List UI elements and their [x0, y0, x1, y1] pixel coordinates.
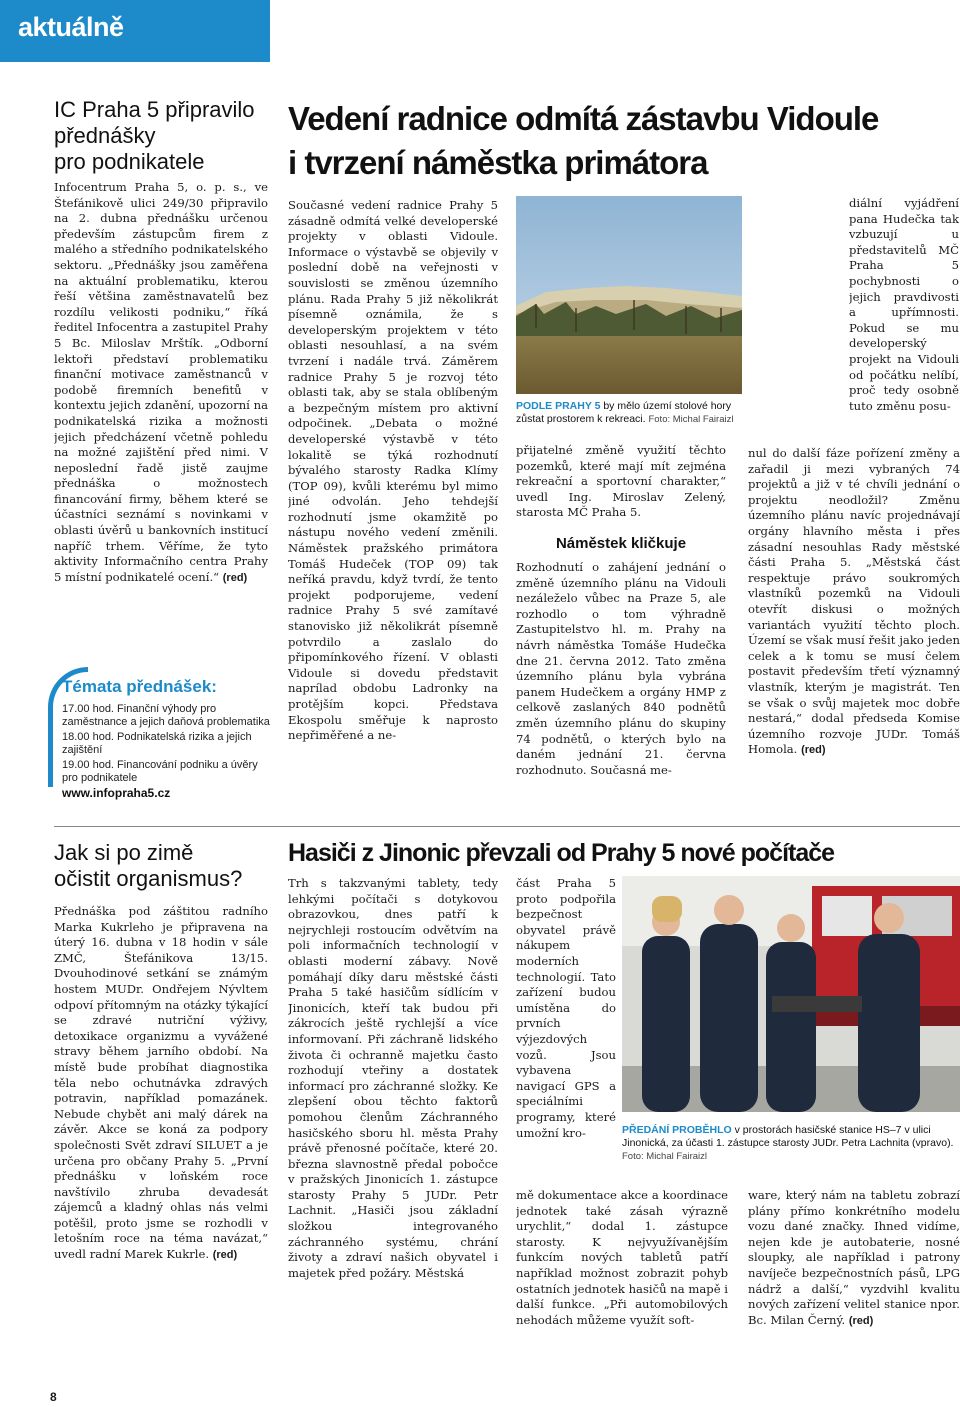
- ic-title-line: IC Praha 5 připravilo: [54, 97, 255, 122]
- vidoule-col2b-text: Rozhodnutí o zahájení jednání o změně územního plánu na Vidouli nezáleželo vůbec na Praze 5, ale rozhodlo o tom výhradně Zastupitelstvo hl. m. Prahy na návrh náměstka Tomáše Hudečka dne 21. června 2012. Tato změna územního plánu byla vybrána panem Hudečkem a orgány HMP z celkově zaslaných 840 podnětů změn územního plánu do skupiny 74 podnětů, o kterých bylo na daném jednání 21. června rozhodnuto. Současná me-: [516, 560, 726, 777]
- vidoule-photo-caption: [516, 400, 744, 426]
- winter-title-line: očistit organismus?: [54, 866, 243, 891]
- infopraha5-link[interactable]: www.infopraha5.cz: [62, 786, 171, 800]
- lecture-topics-box: [48, 667, 270, 807]
- photo-credit: Foto: Michal Fairaizl: [622, 1151, 707, 1162]
- winter-title-line: Jak si po zimě: [54, 840, 194, 865]
- section-divider: [54, 826, 960, 827]
- firefighters-col1-text: Trh s takzvanými tablety, tedy lehkými počítači s dotykovou obrazovkou, dnes patří k nejrychleji rostoucím odvětvím na poli informačních technologií v oblasti moderní zábavy. Nově pomáhají díky daru městské části Praha 5 také hasičům sídlícím v Jinonicích, kteří tak budou při zákrocích ještě rychlejší a více informovaní. Při záchraně lidského života či ochranně majetku často rozhodují vteřiny a dostatek informací pro záchranné složky. Ke zlepšení obou těchto faktorů pomohou členům Záchranného hasičského sboru hl. města Prahy právě přenosné počítače, které 20. března slavnostně předal pobočce v pražských Jinonicích 1. zástupce starosty Prahy 5 JUDr. Petr Lachnit. „Hasiči jsou základní složkou integrovaného záchranného systému, chrání životy a zdraví našich obyvatel i majetek před požáry. Městská: [288, 876, 498, 1280]
- vidoule-column-2a: [516, 443, 726, 531]
- vidoule-signature: (red): [801, 744, 826, 757]
- vidoule-subhead: Náměstek kličkuje: [555, 535, 687, 552]
- vidoule-column-2b: [516, 560, 726, 810]
- winter-signature: (red): [212, 1249, 238, 1262]
- section-header: [0, 0, 270, 62]
- topics-title: Témata přednášek:: [62, 677, 217, 696]
- vidoule-column-3b: [748, 446, 960, 810]
- winter-article-body: [54, 904, 268, 1374]
- vidoule-col3b-text: nul do další fáze pořízení změny a zařadil ji mezi vybraných 74 projektů a již v té chvíli jednání o projektu neodložil? Změnu územního plánu navíc projednávají orgány hlavního města i přes zásadní nesouhlas Rady městské části Praha 5. „Městská část respektuje právo soukromých vlastníků pozemků na Vidouli otevřít diskusi o možných variantách využití těchto ploch. Území se však musí řešit jako jeden celek a k tomu se musí čelem postavit především třetí významný vlastník, kterým je magistrát. Ten se však o svůj majetek moc dobře nestará,“ dodal předseda Komise územního rozvoje JUDr. Tomáš Homola.: [748, 446, 960, 757]
- firefighters-column-3: [748, 1188, 960, 1374]
- firefighters-photo: [622, 876, 960, 1112]
- ic-title-line: pro podnikatele: [54, 149, 205, 174]
- headline-line: Vedení radnice odmítá zástavbu Vidoule: [288, 100, 879, 137]
- headline-line: i tvrzení náměstka primátora: [288, 144, 708, 181]
- vidoule-col3a-text: diální vyjádření pana Hudečka tak vzbuzují u představitelů MČ Praha 5 pochybnosti o jejich pravdivosti a upřímnosti. Pokud se mu developerský projekt na Vidouli od počátku nelíbí, proč tedy osobně tuto změnu posu-: [849, 196, 959, 413]
- firefighters-signature: (red): [848, 1314, 874, 1327]
- page-number: 8: [50, 1390, 57, 1404]
- firefighters-photo-caption: [622, 1124, 958, 1163]
- vidoule-landscape-image: [516, 196, 742, 394]
- firefighters-col2a-text: část Praha 5 proto podpořila bezpečnost obyvatel právě nákupem moderních technologií. Tato zařízení budou umístěna do prvních výjezdových vozů. Jsou vybavena navigací GPS a speciálními programy, které umožní kro-: [516, 876, 616, 1140]
- caption-text: v prostorách hasičské stanice HS–7 v ulici Jinonická, za účasti 1. zástupce starosty JUDr. Petra Lachnita (vpravo).: [622, 1124, 954, 1149]
- winter-body-text: Přednáška pod záštitou radního Marka Kukrleho je připravena na úterý 16. dubna v 18 hodin v sále ZMČ, Štefánikova 13/15. Dvouhodinové setkání se známým hostem MUDr. Ondřejem Nývltem odpoví přítomným na otázky týkající se zdravé nutriční výživy, detoxikace organizmu a vyvážené stravy během jarního období. Na místě bude probíhat diagnostika těla nebo ochutnávka zdravých potravin, například pomazánek. Nebude chybět ani malý dárek na závěr. Akce se koná za podpory společnosti Svět zdraví SILUET a je určena pro občany Prahy 5. „První přednášku v loňském roce navštívilo zhruba devadesát zájemců a kladný ohlas nás velmi potěšil, proto jsme se rozhodli v letošním roce na téma navázat,“ uvedl radní Marek Kukrle.: [54, 904, 268, 1262]
- vidoule-col1-text: Současné vedení radnice Prahy 5 zásadně odmítá velké developerské projekty v oblasti Vidoule. Informace o výstavbě se objevily v poslední době na veřejnosti v souvislosti se změnou územního plánu. Rada Prahy 5 již několikrát písemně oznámila, že s developerským projektem v této oblasti nesouhlasí, a na svém tvrzení i nadále trvá. Záměrem radnice Prahy 5 je rozvoj této oblasti tak, aby se stala oblíbeným a bezpečným místem pro aktivní odpočinek. „Debata o možné developerské výstavbě v této lokalitě se týká rozhodnutí bývalého starosty Radka Klímy (TOP 09), kvůli kterému byl mimo jiné odvolán. Jeho tehdejší rozhodnutí jsme okamžitě po nástupu nového vedení změnili. Náměstek pražského primátora Tomáš Hudeček (TOP 09) tak neříká pravdu, když tvrdí, že tento projekt podporujeme, vedení radnice Prahy 5 své zamítavé stanovisko již několikrát písemně potvrdilo a zaslalo do připomínkového řízení. V oblasti Vidoule si dovedu představit naprílad obdobu Ladronky na protějším kopci. Představa Ekospolu směřuje k naprosto nepřiměřené a ne-: [288, 198, 498, 743]
- topic-item: 19.00 hod. Financování podniku a úvěry pro podnikatele: [62, 759, 258, 784]
- topic-item: 18.00 hod. Podnikatelská rizika a jejich zajištění: [62, 731, 252, 756]
- section-label: aktuálně: [18, 12, 124, 42]
- vidoule-column-1: [288, 198, 498, 810]
- vidoule-photo: [516, 196, 742, 394]
- firefighters-handover-image: [622, 876, 960, 1112]
- firefighters-col2b-text: mě dokumentace akce a koordinace jednotek také zásah výrazně urychlit,“ dodal 1. zástupce starosty. K nejvyužívanějším funkcím nových tabletů patří například možnost zobrazit pohyb ostatních jednotek hasičů na mapě i další funkce. „Při automobilových nehodách můžeme využít soft-: [516, 1188, 728, 1327]
- topic-item: 17.00 hod. Finanční výhody pro zaměstnance a jejich daňová problematika: [62, 703, 270, 728]
- winter-article-title: [54, 840, 274, 892]
- caption-text: by mělo území stolové hory zůstat prostorem k rekreaci.: [516, 400, 732, 425]
- vidoule-column-3a: [849, 196, 959, 446]
- caption-lead: PODLE PRAHY 5: [516, 400, 601, 412]
- firefighters-column-1: [288, 876, 498, 1376]
- ic-signature: (red): [222, 571, 248, 584]
- firefighters-col3-text: ware, který nám na tabletu zobrazí plány přímo konkrétního modelu vozu dané značky. Ihned vidíme, nejen kde je autobaterie, nosné sloupky, ale například i patrony navíječe bezpečnostních pásů, LPG nádrž a další,“ vyzdvihl kvalitu nových zařízení velitel stanice npor. Bc. Milan Černý.: [748, 1188, 960, 1327]
- firefighters-headline: Hasiči z Jinonic převzali od Prahy 5 nové počítače: [288, 839, 835, 867]
- ic-article-title: [54, 97, 274, 175]
- vidoule-col2a-text: přijatelné změně využití těchto pozemků, které mají mít zejména rekreační a sportovní charakter,“ uvedl Ing. Miroslav Zelený, starosta MČ Praha 5.: [516, 443, 726, 520]
- ic-title-line: přednášky: [54, 123, 156, 148]
- photo-credit: Foto: Michal Fairaizl: [648, 414, 734, 425]
- caption-lead: PŘEDÁNÍ PROBĚHLO: [622, 1124, 732, 1136]
- firefighters-column-2b: [516, 1188, 728, 1374]
- ic-body-text: Infocentrum Praha 5, o. p. s., ve Štefánikově ulici 249/30 připravilo na 2. dubna přednášku určenou především zástupcům firem z malého a středního podnikatelského sektoru. „Přednášky jsou zaměřena na aktuální problematiku, kterou řeší většina zaměstnavatelů bez rozdílu velikosti podniku,“ říká ředitel Infocentra a zastupitel Prahy 5 Bc. Miloslav Mrštík. „Odborní lektoři představí problematiku finanční motivace zaměstnanců v podobě firemních benefitů v kontextu jejich zdanění, upozorní na podnikatelská rizika a možnosti jejich předcházení včetně pohledu na možné zajištění před nimi. V neposlední řadě jistě zaujme přednáška o možnostech financování firmy, během které se účastníci seznámí s novinkami v oblasti úvěrů u bankovních institucí napříč trhem. Věříme, že tyto aktivity Informačního centra Prahy 5 místní podnikatelé ocení.“: [54, 180, 268, 584]
- firefighters-column-2a: [516, 876, 616, 1186]
- vidoule-headline: [288, 97, 928, 185]
- ic-article-body: [54, 180, 268, 658]
